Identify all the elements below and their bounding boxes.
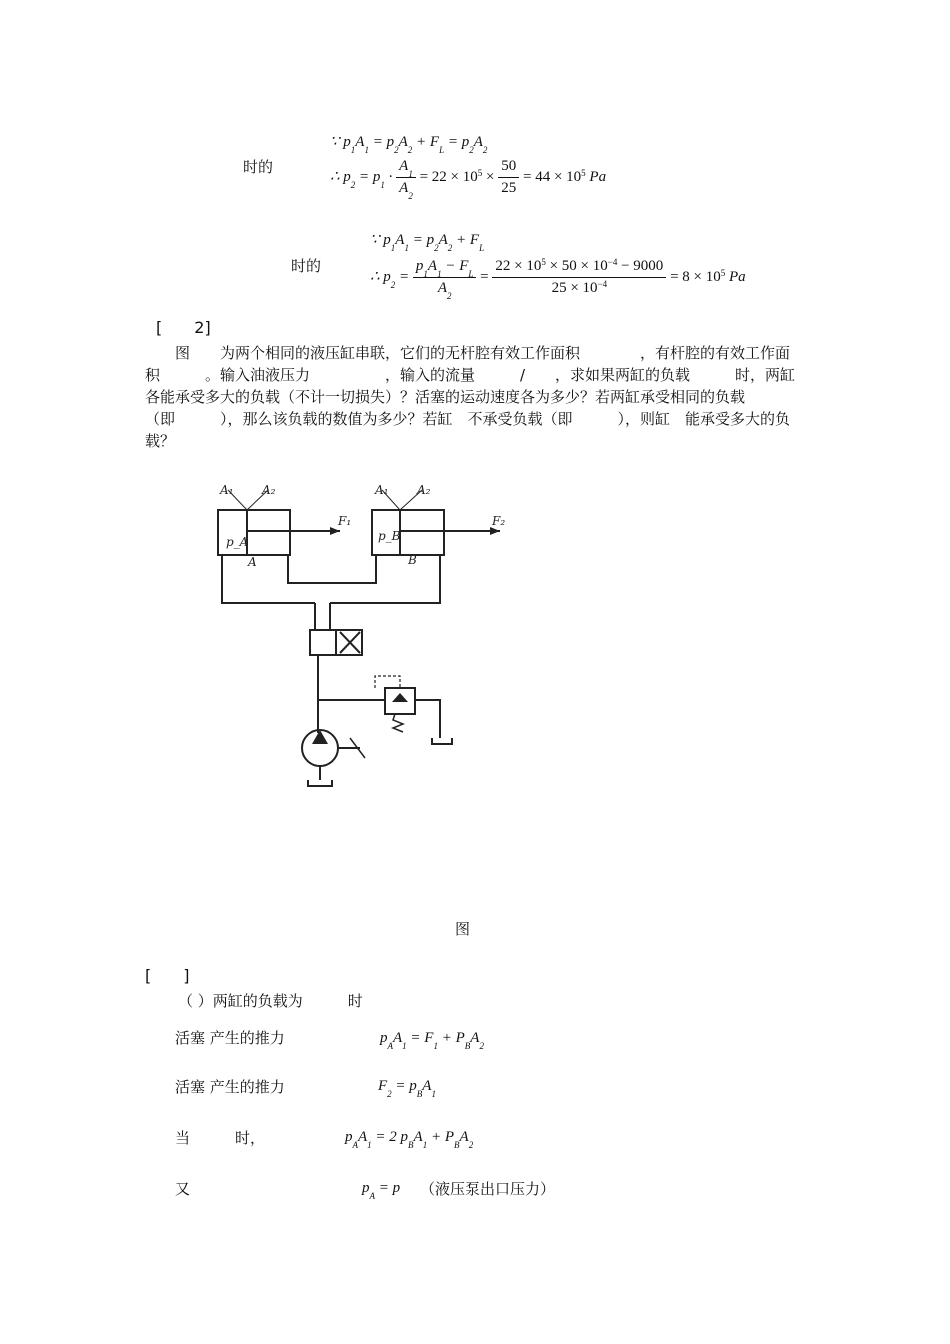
label-f2: F₂ xyxy=(492,514,506,528)
problem-tag: [ 2] xyxy=(156,318,211,337)
label-f1: F₁ xyxy=(338,514,352,528)
solution-row-2-label: 活塞 产生的推力 xyxy=(175,1078,285,1096)
label-pb: p_B xyxy=(378,529,401,543)
label-cyl-a: A xyxy=(248,555,257,569)
label-a1-left: A₁ xyxy=(220,483,234,497)
solution-row-3-label: 当 时， xyxy=(175,1129,266,1147)
problem-text: 图 为两个相同的液压缸串联，它们的无杆腔有效工作面积 ，有杆腔的有效工作面积 。输入油液压力 ，输入的流量 / ，求如果两缸的负载 时，两缸各能承受多大的负载（不计一切损失）？活塞的运动速度各为多少？若两缸承受相同的负载（即 ），那么该负载的数值为多少？若缸 不承受负载（即 ），则缸 能承受多大的负载？ xyxy=(145,344,796,450)
solution-row-3-eq: $p_AA_1 = 2$ $p_BA_1 + P_BA_2$ xyxy=(345,1129,474,1150)
label-a2-left: A₂ xyxy=(262,483,276,497)
label-cyl-b: B xyxy=(408,553,417,567)
block1-eq2: ∴ $p_2 = p_1$ · $\frac{A_1}{A_2}$ = $22 \times 10^5$ × $\frac{50}{25}$ = $44 \times 10^5$ Pa xyxy=(330,158,607,201)
solution-row-4-eq: $p_A = p$ xyxy=(362,1180,401,1201)
solution-row-4-note: （液压泵出口压力） xyxy=(420,1180,556,1198)
solution-row-4-label: 又 xyxy=(175,1180,191,1198)
block1-label: 时的 xyxy=(243,158,274,176)
hydraulic-circuit-diagram xyxy=(200,478,540,798)
label-a2-right: A₂ xyxy=(417,483,431,497)
figure-caption: 图 xyxy=(455,920,471,938)
label-a1-right: A₁ xyxy=(375,483,389,497)
solution-row-1-label: 活塞 产生的推力 xyxy=(175,1029,285,1047)
solution-row-1-eq: $p_AA_1 = F_1 + P_BA_2$ xyxy=(380,1030,484,1051)
solution-tag: [ ] xyxy=(145,966,190,985)
block2-eq1: ∵ $p_1A_1 = p_2A_2 + F_L$ xyxy=(370,232,485,253)
block2-eq2: ∴ $p_2$ = $\frac{p_1A_1 - F_L}{A_2}$ = $\frac{22 \times 10^5 \times 50 \times 10^{-4} - 9000}{25 \times 10^{-4}}$ = $8 \times 10^5$ Pa xyxy=(370,257,746,301)
solution-row-2-eq: $F_2 = p_BA_1$ xyxy=(378,1078,436,1099)
block1-eq1: ∵ $p_1A_1 = p_2A_2 + F_L = p_2A_2$ xyxy=(330,134,488,155)
block2-label: 时的 xyxy=(291,257,322,275)
solution-intro: （ ）两缸的负载为 时 xyxy=(178,992,363,1010)
label-pa: p_A xyxy=(226,535,249,549)
